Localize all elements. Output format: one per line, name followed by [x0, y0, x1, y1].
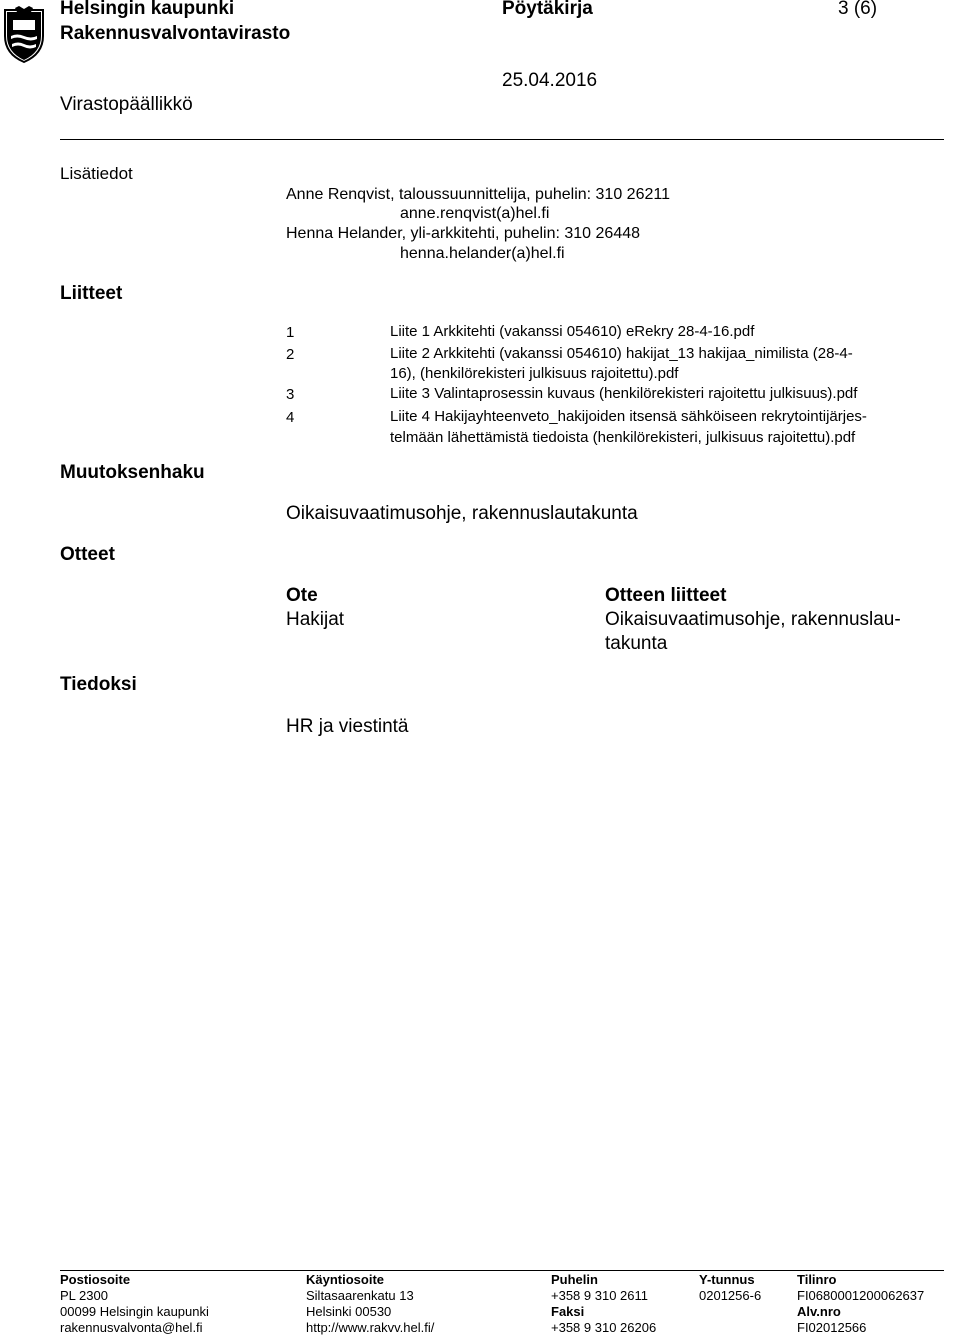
attachment-number: 4	[286, 409, 295, 426]
footer-label-postiosoite: Postiosoite	[60, 1272, 131, 1287]
document-type: Pöytäkirja	[502, 0, 593, 19]
footer-fax: +358 9 310 26206	[551, 1320, 657, 1335]
meeting-date: 25.04.2016	[502, 70, 598, 91]
section-label-otteet: Otteet	[60, 544, 115, 565]
helsinki-crest-icon	[3, 6, 45, 64]
org-name: Helsingin kaupunki	[60, 0, 235, 19]
contact-line: Anne Renqvist, taloussuunnittelija, puhelin: 310 26211	[286, 186, 670, 203]
attachment-item[interactable]: Liite 2 Arkkitehti (vakanssi 054610) hakijat_13 hakijaa_nimilista (28-4-	[390, 345, 853, 362]
footer-label-ytunnus: Y-tunnus	[699, 1272, 755, 1287]
contact-line: Henna Helander, yli-arkkitehti, puhelin: 310 26448	[286, 225, 641, 242]
footer-divider	[60, 1270, 944, 1271]
extract-header: Ote	[286, 585, 318, 606]
footer-vat-number: FI02012566	[797, 1320, 867, 1335]
attachment-number: 3	[286, 386, 295, 403]
footer-label-alv: Alv.nro	[797, 1304, 841, 1319]
footer-business-id: 0201256-6	[699, 1288, 762, 1303]
for-information-recipients: HR ja viestintä	[286, 716, 409, 737]
page-number: 3 (6)	[838, 0, 878, 19]
contact-email[interactable]: henna.helander(a)hel.fi	[400, 245, 565, 262]
footer-label-faksi: Faksi	[551, 1304, 585, 1319]
footer-email[interactable]: rakennusvalvonta@hel.fi	[60, 1320, 203, 1335]
appeal-instructions: Oikaisuvaatimusohje, rakennuslautakunta	[286, 503, 638, 524]
footer-city: Helsinki 00530	[306, 1304, 392, 1319]
footer-account-number: FI0680001200062637	[797, 1288, 925, 1303]
section-label-muutoksenhaku: Muutoksenhaku	[60, 462, 205, 483]
section-label-tiedoksi: Tiedoksi	[60, 674, 137, 695]
attachment-number: 2	[286, 346, 295, 363]
footer-street: Siltasaarenkatu 13	[306, 1288, 414, 1303]
extract-attachment: Oikaisuvaatimusohje, rakennuslau-	[605, 609, 901, 630]
attachment-item[interactable]: Liite 1 Arkkitehti (vakanssi 054610) eRekry 28-4-16.pdf	[390, 323, 755, 340]
section-label-liitteet: Liitteet	[60, 283, 123, 304]
extract-attachments-header: Otteen liitteet	[605, 585, 727, 606]
footer-label-puhelin: Puhelin	[551, 1272, 598, 1287]
contact-email[interactable]: anne.renqvist(a)hel.fi	[400, 205, 550, 222]
footer-postal-code: 00099 Helsingin kaupunki	[60, 1304, 209, 1319]
extract-attachment-cont: takunta	[605, 633, 668, 654]
footer-phone: +358 9 310 2611	[551, 1288, 648, 1303]
extract-recipient: Hakijat	[286, 609, 345, 630]
attachment-item[interactable]: Liite 4 Hakijayhteenveto_hakijoiden itsensä sähköiseen rekrytointijärjes-	[390, 408, 867, 425]
attachment-item-cont[interactable]: telmään lähettämistä tiedoista (henkilörekisteri, julkisuus rajoitettu).pdf	[390, 429, 856, 446]
decision-body: Virastopäällikkö	[60, 94, 193, 115]
footer-label-tilinro: Tilinro	[797, 1272, 837, 1287]
footer-postal-box: PL 2300	[60, 1288, 108, 1303]
attachment-number: 1	[286, 324, 295, 341]
footer-website[interactable]: http://www.rakvv.hel.fi/	[306, 1320, 435, 1335]
attachment-item[interactable]: Liite 3 Valintaprosessin kuvaus (henkilörekisteri rajoitettu julkisuus).pdf	[390, 385, 858, 402]
attachment-item-cont[interactable]: 16), (henkilörekisteri julkisuus rajoitettu).pdf	[390, 365, 679, 382]
org-department: Rakennusvalvontavirasto	[60, 23, 291, 44]
header-divider	[60, 139, 944, 140]
footer-label-kayntiosoite: Käyntiosoite	[306, 1272, 385, 1287]
section-label-lisatiedot: Lisätiedot	[60, 164, 133, 183]
